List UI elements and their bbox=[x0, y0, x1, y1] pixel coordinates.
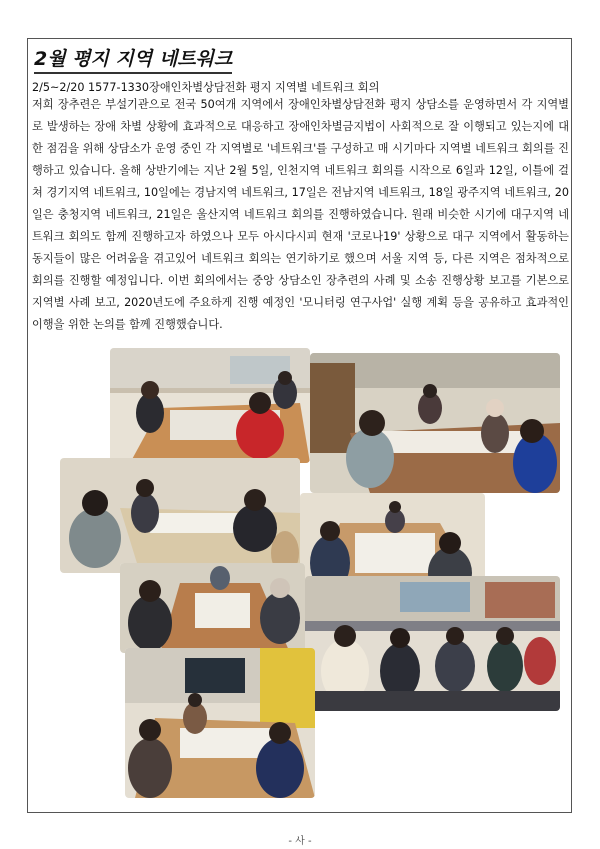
body-paragraph: 저희 장추련은 부설기관으로 전국 50여개 지역에서 장애인차별상담전화 평지 상담소를 운영하면서 각 지역별로 발생하는 장애 차별 상황에 효과적으로 대응하고 장애인차별금지법이 사회적으로 잘 이행되고 있는지에 대한 점검을 위해 상담소가 운영 중인 각 지역별로 '네트워크'를 구성하고 매 시기마다 지역별 네트워크 회의를 진행하고 있습니다. 올해 상반기에는 지난 2월 5일, 인천지역 네트워크 회의를 시작으로 6일과 12일, 이틀에 걸쳐 경기지역 네트워크, 10일에는 경남지역 네트워크, 17일은 전남지역 네트워크, 18일 광주지역 네트워크, 20일은 충청지역 네트워크, 21일은 울산지역 네트워크 회의를 진행하였습니다. 원래 비슷한 시기에 대구지역 네트워크 회의도 함께 진행하고자 하였으나 모두 아시다시피 현재 '코로나19' 상황으로 대구 지역에서 활동하는 동지들이 많은 어려움을 겪고있어 네트워크 회의는 연기하기로 했으며 서울 지역 등, 다른 지역은 점차적으로 회의를 진행할 예정입니다. 이번 회의에서는 중앙 상담소인 장추련의 사례 및 소송 진행상황 보고를 기본으로 지역별 사례 보고, 2020년도에 주요하게 진행 예정인 '모니터링 연구사업' 실행 계획 등을 공유하고 효과적인 이행을 위한 논의를 함께 진행했습니다. bbox=[32, 98, 569, 331]
meeting-photo bbox=[305, 576, 560, 711]
meeting-photo bbox=[60, 458, 300, 573]
meeting-photo-collage bbox=[55, 348, 560, 803]
page-title: 2월 평지 지역 네트워크 bbox=[34, 44, 232, 74]
page-number: - 사 - bbox=[288, 836, 312, 847]
meeting-photo bbox=[125, 648, 315, 798]
meeting-subheading: 2/5~2/20 1577-1330장애인차별상담전화 평지 지역별 네트워크 회의 bbox=[32, 81, 380, 94]
meeting-photo bbox=[110, 348, 310, 463]
meeting-photo bbox=[310, 353, 560, 493]
meeting-photo bbox=[120, 563, 305, 653]
